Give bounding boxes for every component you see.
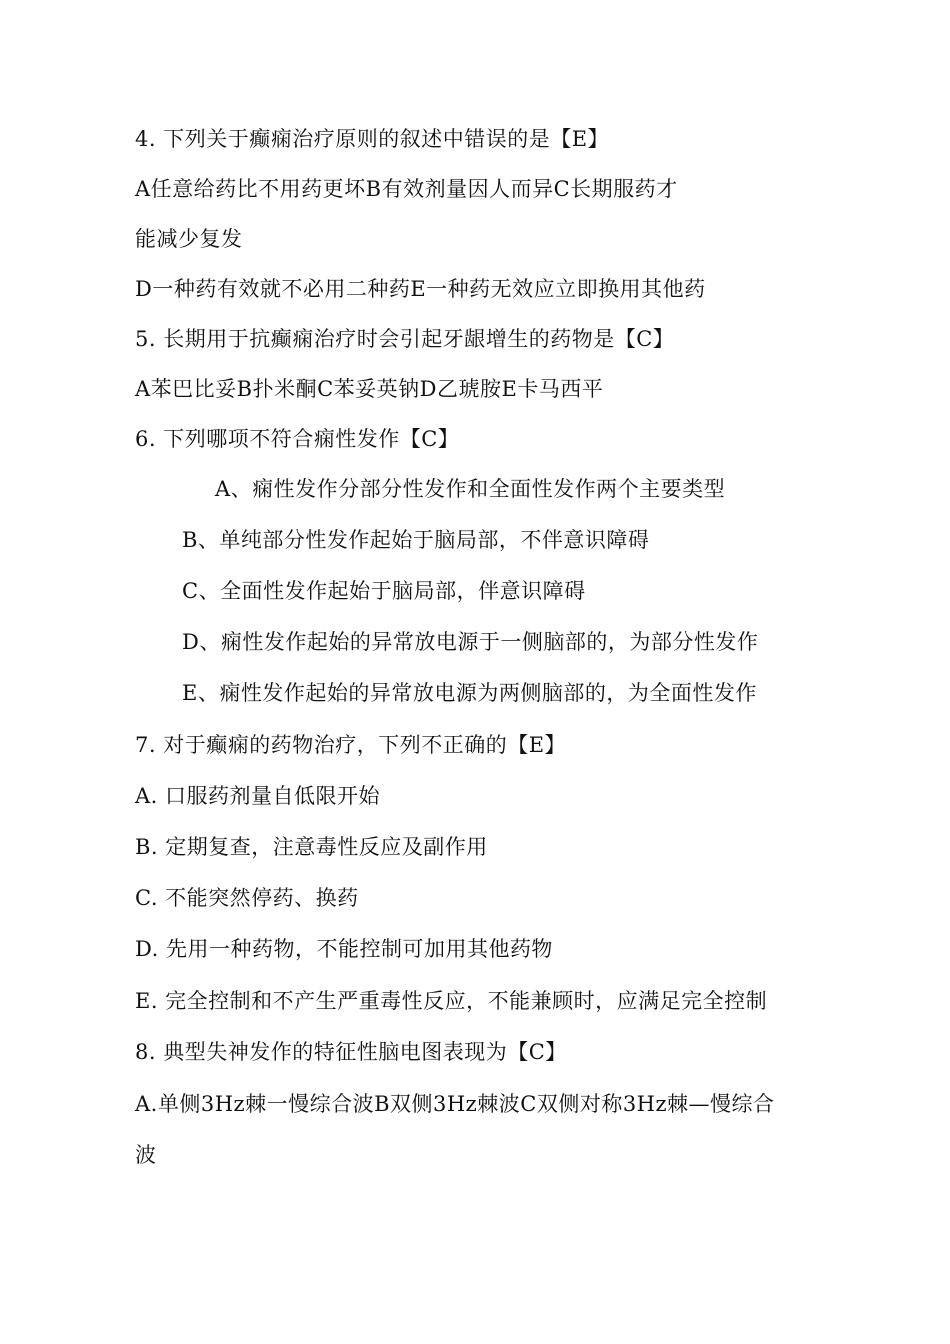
question-5-stem: 5. 长期用于抗癫痫治疗时会引起牙龈增生的药物是【C】 xyxy=(135,327,675,351)
question-7-option-d: D. 先用一种药物，不能控制可加用其他药物 xyxy=(135,937,553,961)
question-8-options: A.单侧3Hz棘一慢综合波B双侧3Hz棘波C双侧对称3Hz棘—慢综合 xyxy=(135,1092,775,1116)
question-7-stem: 7. 对于癫痫的药物治疗，下列不正确的【E】 xyxy=(135,733,567,757)
question-4-options-continued: 能减少复发 xyxy=(135,227,243,251)
question-6-option-d: D、痫性发作起始的异常放电源于一侧脑部的，为部分性发作 xyxy=(182,630,759,654)
question-5-options: A苯巴比妥B扑米酮C苯妥英钠D乙琥胺E卡马西平 xyxy=(135,377,604,401)
question-7-option-e: E. 完全控制和不产生严重毒性反应，不能兼顾时，应满足完全控制 xyxy=(135,989,768,1013)
question-6-option-c: C、全面性发作起始于脑局部，伴意识障碍 xyxy=(182,579,586,603)
question-6-option-b: B、单纯部分性发作起始于脑局部，不伴意识障碍 xyxy=(182,528,650,552)
question-4-stem: 4. 下列关于癫痫治疗原则的叙述中错误的是【E】 xyxy=(135,127,610,151)
question-6-stem: 6. 下列哪项不符合痫性发作【C】 xyxy=(135,427,460,451)
question-4-options-de: D一种药有效就不必用二种药E一种药无效应立即换用其他药 xyxy=(135,277,706,301)
question-4-options: A任意给药比不用药更坏B有效剂量因人而异C长期服药才 xyxy=(135,177,678,201)
question-7-option-a: A. 口服药剂量自低限开始 xyxy=(135,784,381,808)
question-6-option-e: E、痫性发作起始的异常放电源为两侧脑部的，为全面性发作 xyxy=(182,681,757,705)
question-6-option-a: A、痫性发作分部分性发作和全面性发作两个主要类型 xyxy=(215,477,726,501)
question-7-option-c: C. 不能突然停药、换药 xyxy=(135,886,359,910)
question-8-stem: 8. 典型失神发作的特征性脑电图表现为【C】 xyxy=(135,1040,567,1064)
question-8-options-continued: 波 xyxy=(135,1143,157,1167)
question-7-option-b: B. 定期复查，注意毒性反应及副作用 xyxy=(135,835,488,859)
